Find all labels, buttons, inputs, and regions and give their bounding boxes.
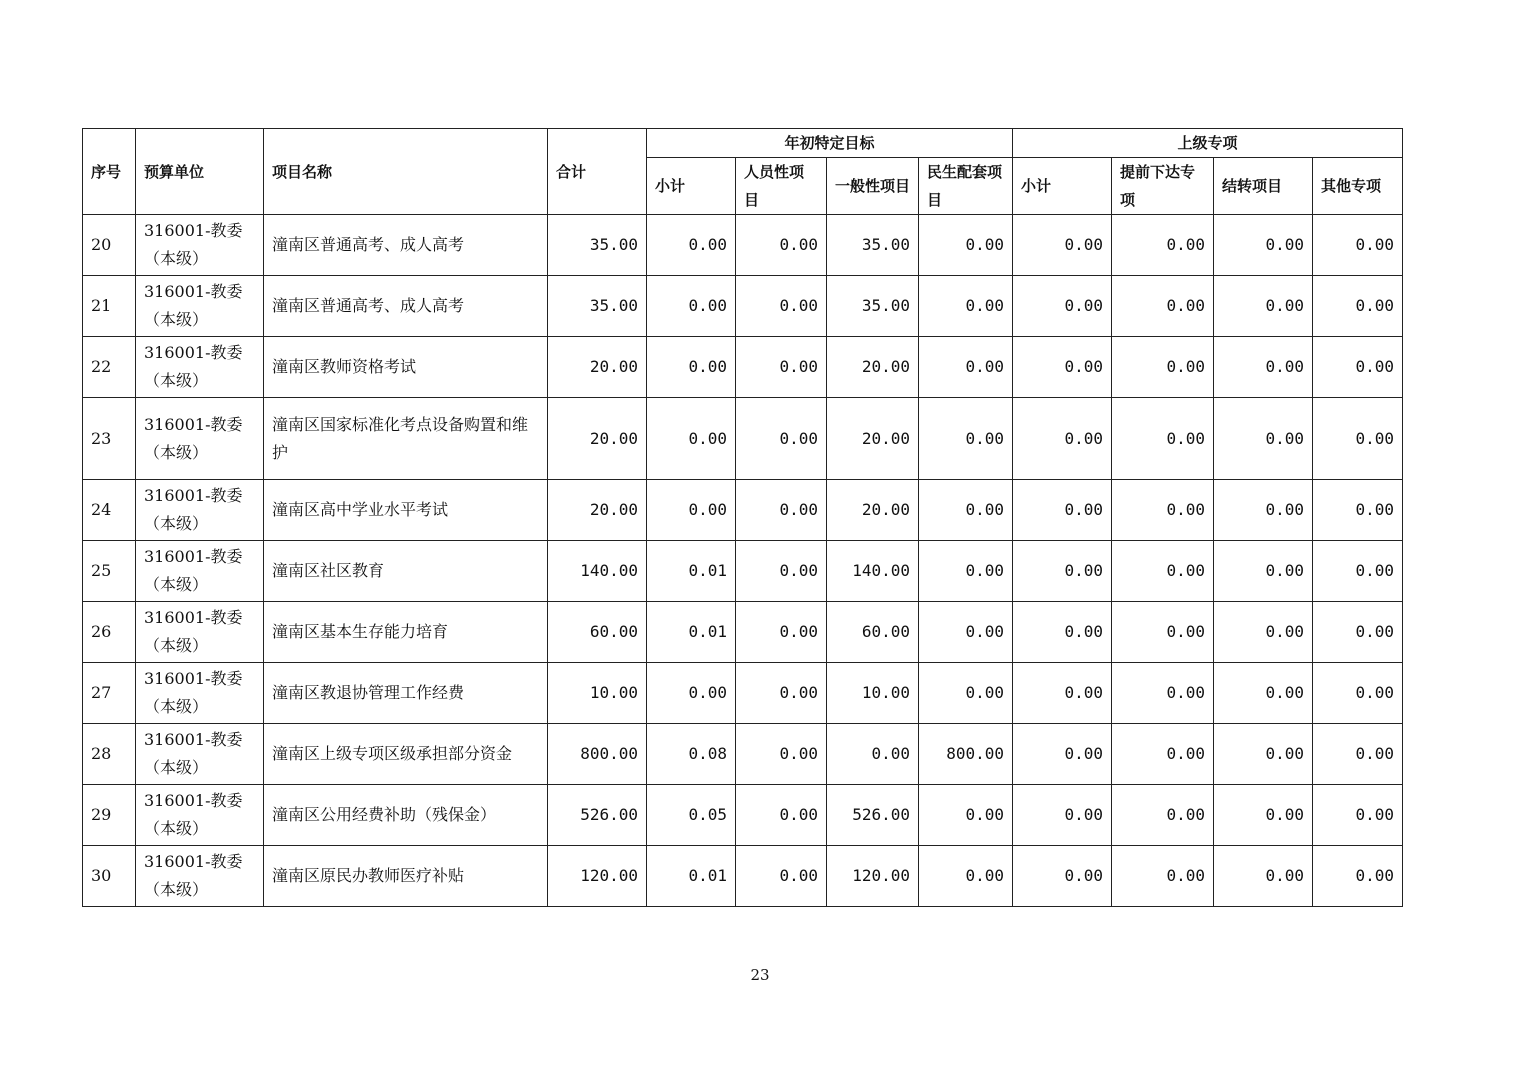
row-unit: 316001-教委（本级） bbox=[136, 846, 264, 907]
header-upper-advance: 提前下达专项 bbox=[1112, 158, 1214, 215]
row-seq: 29 bbox=[83, 785, 136, 846]
row-initial-livelihood: 0.00 bbox=[919, 215, 1013, 276]
row-total: 35.00 bbox=[548, 276, 647, 337]
row-initial-personnel: 0.00 bbox=[736, 846, 827, 907]
row-initial-subtotal: 0.05 bbox=[647, 785, 736, 846]
header-seq: 序号 bbox=[83, 129, 136, 215]
row-project: 潼南区教师资格考试 bbox=[264, 337, 548, 398]
row-initial-personnel: 0.00 bbox=[736, 541, 827, 602]
row-initial-livelihood: 0.00 bbox=[919, 663, 1013, 724]
row-initial-subtotal: 0.01 bbox=[647, 846, 736, 907]
table-row bbox=[83, 215, 1403, 276]
table-row bbox=[83, 602, 1403, 663]
page-number: 23 bbox=[750, 966, 770, 984]
row-initial-subtotal: 0.00 bbox=[647, 337, 736, 398]
row-initial-general: 526.00 bbox=[827, 785, 919, 846]
row-initial-personnel: 0.00 bbox=[736, 215, 827, 276]
header-upper-subtotal: 小计 bbox=[1013, 158, 1112, 215]
row-project: 潼南区教退协管理工作经费 bbox=[264, 663, 548, 724]
row-upper-subtotal: 0.00 bbox=[1013, 398, 1112, 480]
budget-table bbox=[82, 128, 1403, 907]
row-initial-general: 35.00 bbox=[827, 215, 919, 276]
row-upper-subtotal: 0.00 bbox=[1013, 724, 1112, 785]
row-initial-livelihood: 0.00 bbox=[919, 398, 1013, 480]
row-upper-advance: 0.00 bbox=[1112, 602, 1214, 663]
row-upper-carryover: 0.00 bbox=[1214, 541, 1313, 602]
header-initial-subtotal: 小计 bbox=[647, 158, 736, 215]
row-upper-advance: 0.00 bbox=[1112, 724, 1214, 785]
row-unit: 316001-教委（本级） bbox=[136, 398, 264, 480]
row-upper-subtotal: 0.00 bbox=[1013, 541, 1112, 602]
row-initial-livelihood: 0.00 bbox=[919, 480, 1013, 541]
row-seq: 22 bbox=[83, 337, 136, 398]
row-upper-other: 0.00 bbox=[1313, 398, 1403, 480]
row-upper-subtotal: 0.00 bbox=[1013, 215, 1112, 276]
row-upper-other: 0.00 bbox=[1313, 724, 1403, 785]
row-unit: 316001-教委（本级） bbox=[136, 480, 264, 541]
table-row bbox=[83, 480, 1403, 541]
row-initial-livelihood: 0.00 bbox=[919, 602, 1013, 663]
row-project: 潼南区社区教育 bbox=[264, 541, 548, 602]
row-total: 35.00 bbox=[548, 215, 647, 276]
row-project: 潼南区公用经费补助（残保金） bbox=[264, 785, 548, 846]
row-upper-advance: 0.00 bbox=[1112, 480, 1214, 541]
header-group-initial: 年初特定目标 bbox=[647, 129, 1013, 158]
table-row bbox=[83, 846, 1403, 907]
row-seq: 23 bbox=[83, 398, 136, 480]
row-project: 潼南区原民办教师医疗补贴 bbox=[264, 846, 548, 907]
row-initial-personnel: 0.00 bbox=[736, 398, 827, 480]
row-project: 潼南区上级专项区级承担部分资金 bbox=[264, 724, 548, 785]
row-initial-personnel: 0.00 bbox=[736, 602, 827, 663]
row-upper-advance: 0.00 bbox=[1112, 337, 1214, 398]
row-seq: 28 bbox=[83, 724, 136, 785]
row-upper-advance: 0.00 bbox=[1112, 785, 1214, 846]
row-seq: 27 bbox=[83, 663, 136, 724]
row-initial-general: 10.00 bbox=[827, 663, 919, 724]
row-initial-general: 0.00 bbox=[827, 724, 919, 785]
header-upper-other: 其他专项 bbox=[1313, 158, 1403, 215]
row-upper-carryover: 0.00 bbox=[1214, 398, 1313, 480]
row-upper-advance: 0.00 bbox=[1112, 663, 1214, 724]
row-unit: 316001-教委（本级） bbox=[136, 724, 264, 785]
row-seq: 30 bbox=[83, 846, 136, 907]
header-unit: 预算单位 bbox=[136, 129, 264, 215]
row-upper-other: 0.00 bbox=[1313, 602, 1403, 663]
row-upper-carryover: 0.00 bbox=[1214, 602, 1313, 663]
row-initial-personnel: 0.00 bbox=[736, 276, 827, 337]
row-upper-carryover: 0.00 bbox=[1214, 276, 1313, 337]
row-project: 潼南区基本生存能力培育 bbox=[264, 602, 548, 663]
row-initial-general: 20.00 bbox=[827, 480, 919, 541]
row-initial-personnel: 0.00 bbox=[736, 480, 827, 541]
row-initial-general: 140.00 bbox=[827, 541, 919, 602]
row-total: 60.00 bbox=[548, 602, 647, 663]
row-upper-subtotal: 0.00 bbox=[1013, 785, 1112, 846]
row-total: 526.00 bbox=[548, 785, 647, 846]
header-initial-general: 一般性项目 bbox=[827, 158, 919, 215]
row-initial-subtotal: 0.00 bbox=[647, 398, 736, 480]
row-upper-subtotal: 0.00 bbox=[1013, 276, 1112, 337]
table-row bbox=[83, 541, 1403, 602]
row-upper-other: 0.00 bbox=[1313, 276, 1403, 337]
row-upper-carryover: 0.00 bbox=[1214, 337, 1313, 398]
row-initial-livelihood: 0.00 bbox=[919, 276, 1013, 337]
row-upper-carryover: 0.00 bbox=[1214, 663, 1313, 724]
row-initial-subtotal: 0.01 bbox=[647, 541, 736, 602]
row-total: 20.00 bbox=[548, 480, 647, 541]
row-upper-advance: 0.00 bbox=[1112, 541, 1214, 602]
table-header bbox=[83, 129, 1403, 215]
header-initial-livelihood: 民生配套项目 bbox=[919, 158, 1013, 215]
row-upper-carryover: 0.00 bbox=[1214, 785, 1313, 846]
row-upper-other: 0.00 bbox=[1313, 785, 1403, 846]
row-total: 20.00 bbox=[548, 398, 647, 480]
row-unit: 316001-教委（本级） bbox=[136, 541, 264, 602]
row-initial-livelihood: 0.00 bbox=[919, 785, 1013, 846]
row-initial-personnel: 0.00 bbox=[736, 724, 827, 785]
row-total: 140.00 bbox=[548, 541, 647, 602]
row-upper-subtotal: 0.00 bbox=[1013, 337, 1112, 398]
row-upper-advance: 0.00 bbox=[1112, 398, 1214, 480]
row-total: 120.00 bbox=[548, 846, 647, 907]
header-group-upper: 上级专项 bbox=[1013, 129, 1403, 158]
row-initial-subtotal: 0.08 bbox=[647, 724, 736, 785]
row-upper-carryover: 0.00 bbox=[1214, 480, 1313, 541]
row-initial-subtotal: 0.01 bbox=[647, 602, 736, 663]
row-upper-advance: 0.00 bbox=[1112, 846, 1214, 907]
row-project: 潼南区普通高考、成人高考 bbox=[264, 276, 548, 337]
row-upper-subtotal: 0.00 bbox=[1013, 602, 1112, 663]
row-upper-other: 0.00 bbox=[1313, 541, 1403, 602]
row-initial-subtotal: 0.00 bbox=[647, 480, 736, 541]
row-initial-subtotal: 0.00 bbox=[647, 276, 736, 337]
row-total: 20.00 bbox=[548, 337, 647, 398]
row-total: 800.00 bbox=[548, 724, 647, 785]
row-initial-general: 20.00 bbox=[827, 337, 919, 398]
row-total: 10.00 bbox=[548, 663, 647, 724]
row-unit: 316001-教委（本级） bbox=[136, 215, 264, 276]
table-row bbox=[83, 398, 1403, 480]
row-initial-personnel: 0.00 bbox=[736, 337, 827, 398]
row-unit: 316001-教委（本级） bbox=[136, 276, 264, 337]
row-initial-general: 35.00 bbox=[827, 276, 919, 337]
row-seq: 21 bbox=[83, 276, 136, 337]
row-initial-subtotal: 0.00 bbox=[647, 215, 736, 276]
row-seq: 24 bbox=[83, 480, 136, 541]
row-upper-subtotal: 0.00 bbox=[1013, 480, 1112, 541]
row-project: 潼南区国家标准化考点设备购置和维护 bbox=[264, 398, 548, 480]
row-initial-general: 60.00 bbox=[827, 602, 919, 663]
table-body bbox=[83, 215, 1403, 907]
row-upper-advance: 0.00 bbox=[1112, 215, 1214, 276]
row-upper-carryover: 0.00 bbox=[1214, 846, 1313, 907]
row-seq: 25 bbox=[83, 541, 136, 602]
table-row bbox=[83, 337, 1403, 398]
header-total: 合计 bbox=[548, 129, 647, 215]
row-initial-livelihood: 800.00 bbox=[919, 724, 1013, 785]
row-upper-other: 0.00 bbox=[1313, 480, 1403, 541]
row-unit: 316001-教委（本级） bbox=[136, 602, 264, 663]
row-upper-subtotal: 0.00 bbox=[1013, 663, 1112, 724]
row-upper-subtotal: 0.00 bbox=[1013, 846, 1112, 907]
row-initial-general: 120.00 bbox=[827, 846, 919, 907]
row-initial-livelihood: 0.00 bbox=[919, 541, 1013, 602]
row-upper-other: 0.00 bbox=[1313, 337, 1403, 398]
row-unit: 316001-教委（本级） bbox=[136, 785, 264, 846]
row-upper-advance: 0.00 bbox=[1112, 276, 1214, 337]
row-initial-personnel: 0.00 bbox=[736, 785, 827, 846]
header-project: 项目名称 bbox=[264, 129, 548, 215]
row-initial-livelihood: 0.00 bbox=[919, 337, 1013, 398]
header-initial-personnel: 人员性项目 bbox=[736, 158, 827, 215]
table-row bbox=[83, 785, 1403, 846]
row-seq: 26 bbox=[83, 602, 136, 663]
row-project: 潼南区高中学业水平考试 bbox=[264, 480, 548, 541]
row-initial-subtotal: 0.00 bbox=[647, 663, 736, 724]
row-unit: 316001-教委（本级） bbox=[136, 663, 264, 724]
row-upper-other: 0.00 bbox=[1313, 846, 1403, 907]
row-initial-personnel: 0.00 bbox=[736, 663, 827, 724]
row-upper-carryover: 0.00 bbox=[1214, 724, 1313, 785]
row-unit: 316001-教委（本级） bbox=[136, 337, 264, 398]
row-upper-other: 0.00 bbox=[1313, 215, 1403, 276]
row-initial-general: 20.00 bbox=[827, 398, 919, 480]
table-row bbox=[83, 276, 1403, 337]
table-row bbox=[83, 724, 1403, 785]
row-seq: 20 bbox=[83, 215, 136, 276]
row-upper-carryover: 0.00 bbox=[1214, 215, 1313, 276]
row-upper-other: 0.00 bbox=[1313, 663, 1403, 724]
table-row bbox=[83, 663, 1403, 724]
row-project: 潼南区普通高考、成人高考 bbox=[264, 215, 548, 276]
header-upper-carryover: 结转项目 bbox=[1214, 158, 1313, 215]
row-initial-livelihood: 0.00 bbox=[919, 846, 1013, 907]
